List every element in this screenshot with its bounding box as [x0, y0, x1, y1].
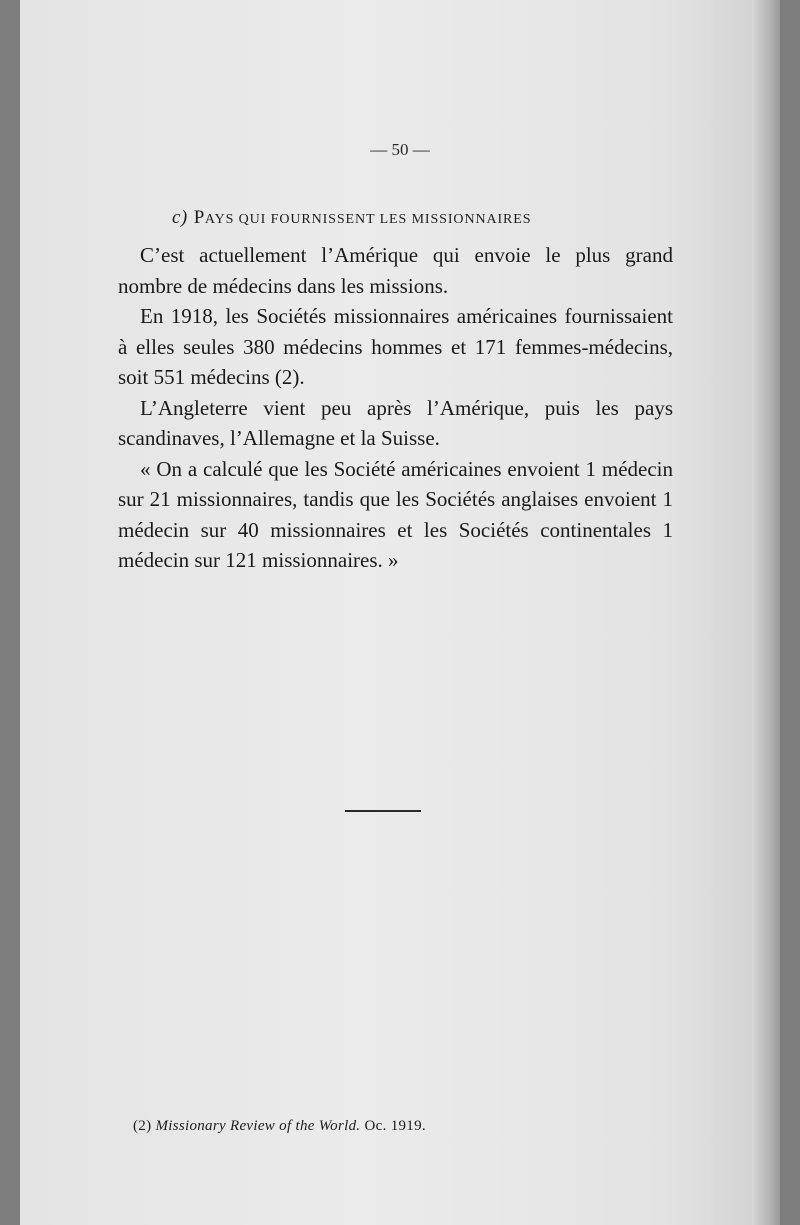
footnote-date: Oc. 1919.	[364, 1118, 426, 1134]
section-heading-text: AYS QUI FOURNISSENT LES MISSIONNAIRES	[204, 212, 532, 227]
footnote-title: Missionary Review of the World.	[155, 1118, 361, 1134]
paragraph-4: « On a calculé que les Société américaines envoient 1 médecin sur 21 missionnaires, tandis que les Sociétés anglaises envoient 1 médecin sur 40 missionnaires et les Sociétés continentales 1 médecin sur 121 missionnaires. »	[118, 456, 673, 572]
body-text	[118, 240, 673, 576]
page-number: — 50 —	[370, 140, 430, 159]
paragraph-2: En 1918, les Sociétés missionnaires américaines fournissaient à elles seules 380 médecins hommes et 171 femmes-médecins, soit 551 médecins (2).	[118, 304, 673, 389]
book-page	[20, 0, 780, 1225]
section-heading-initial: P	[193, 207, 205, 228]
footnote-marker: (2)	[133, 1118, 152, 1134]
page-edge	[752, 0, 780, 1225]
section-letter: c)	[172, 207, 188, 228]
paragraph-1: C’est actuellement l’Amérique qui envoie le plus grand nombre de médecins dans les missions.	[118, 243, 673, 298]
section-divider	[345, 810, 421, 812]
paragraph-3: L’Angleterre vient peu après l’Amérique, puis les pays scandinaves, l’Allemagne et la Suisse.	[118, 395, 673, 450]
section-heading	[172, 207, 531, 229]
footnote	[133, 1118, 426, 1135]
